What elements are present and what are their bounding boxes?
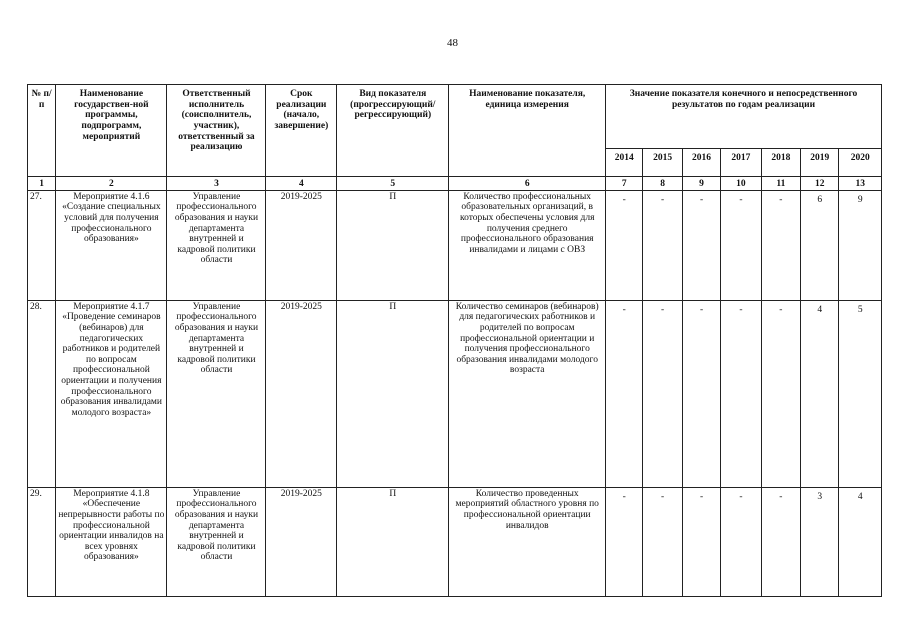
value-2017: - (721, 487, 761, 596)
indicator-name: Количество профессиональных образовательных организаций, в которых обеспечены условия для получения среднего профессионального образования инвалидами и лицами с ОВЗ (449, 190, 606, 300)
event-name: Мероприятие 4.1.7 «Проведение семинаров (вебинаров) для педагогических работников и родителей по вопросам профессиональной ориентации и получения профессионального образования инвалидами молодого возраста» (56, 300, 167, 487)
header-year: 2015 (643, 149, 682, 177)
implementation-term: 2019-2025 (266, 487, 337, 596)
column-number: 7 (606, 177, 643, 191)
row-number: 28. (28, 300, 56, 487)
indicators-table (27, 84, 882, 597)
value-2019: 6 (801, 190, 839, 300)
table-row (28, 487, 882, 596)
header-year: 2018 (761, 149, 800, 177)
header-year: 2017 (721, 149, 761, 177)
header-year: 2020 (839, 149, 882, 177)
value-2018: - (761, 190, 800, 300)
column-number: 9 (682, 177, 720, 191)
header-name: Наименование государствен-ной программы, подпрограмм, мероприятий (56, 85, 167, 177)
event-name: Мероприятие 4.1.8 «Обеспечение непрерывности работы по профессиональной ориентации инвалидов на всех уровнях образования» (56, 487, 167, 596)
row-number: 29. (28, 487, 56, 596)
responsible-executor: Управление профессионального образования и науки департамента внутренней и кадровой политики области (167, 487, 266, 596)
responsible-executor: Управление профессионального образования и науки департамента внутренней и кадровой политики области (167, 190, 266, 300)
table-row (28, 190, 882, 300)
header-indicator-type: Вид показателя (прогрессирующий/ регрессирующий) (337, 85, 449, 177)
column-number: 2 (56, 177, 167, 191)
column-number: 4 (266, 177, 337, 191)
implementation-term: 2019-2025 (266, 190, 337, 300)
column-number: 11 (761, 177, 800, 191)
value-2020: 4 (839, 487, 882, 596)
header-year: 2016 (682, 149, 720, 177)
column-number-row (28, 177, 882, 191)
indicator-type: П (337, 487, 449, 596)
column-number: 13 (839, 177, 882, 191)
value-2015: - (643, 190, 682, 300)
column-number: 5 (337, 177, 449, 191)
column-number: 1 (28, 177, 56, 191)
value-2016: - (682, 190, 720, 300)
header-term: Срок реализации (начало, завершение) (266, 85, 337, 177)
page-number: 48 (447, 37, 458, 49)
value-2017: - (721, 190, 761, 300)
header-values-title: Значение показателя конечного и непосредственного результатов по годам реализации (606, 85, 882, 149)
value-2014: - (606, 190, 643, 300)
value-2015: - (643, 487, 682, 596)
header-num: № п/п (28, 85, 56, 177)
value-2014: - (606, 300, 643, 487)
header-responsible: Ответственный исполнитель (соисполнитель, участник), ответственный за реализацию (167, 85, 266, 177)
value-2016: - (682, 487, 720, 596)
indicator-type: П (337, 190, 449, 300)
responsible-executor: Управление профессионального образования и науки департамента внутренней и кадровой политики области (167, 300, 266, 487)
value-2020: 5 (839, 300, 882, 487)
column-number: 8 (643, 177, 682, 191)
column-number: 12 (801, 177, 839, 191)
row-number: 27. (28, 190, 56, 300)
indicator-name: Количество проведенных мероприятий областного уровня по профессиональной ориентации инвалидов (449, 487, 606, 596)
value-2019: 4 (801, 300, 839, 487)
value-2014: - (606, 487, 643, 596)
value-2016: - (682, 300, 720, 487)
header-year: 2019 (801, 149, 839, 177)
header-indicator-name: Наименование показателя, единица измерения (449, 85, 606, 177)
implementation-term: 2019-2025 (266, 300, 337, 487)
table-row (28, 300, 882, 487)
value-2018: - (761, 300, 800, 487)
value-2017: - (721, 300, 761, 487)
value-2019: 3 (801, 487, 839, 596)
indicator-name: Количество семинаров (вебинаров) для педагогических работников и родителей по вопросам профессиональной ориентации и получения профессионального образования инвалидами молодого возраста (449, 300, 606, 487)
value-2015: - (643, 300, 682, 487)
indicator-type: П (337, 300, 449, 487)
event-name: Мероприятие 4.1.6 «Создание специальных условий для получения профессионального образования» (56, 190, 167, 300)
header-year: 2014 (606, 149, 643, 177)
column-number: 10 (721, 177, 761, 191)
column-number: 3 (167, 177, 266, 191)
column-number: 6 (449, 177, 606, 191)
value-2020: 9 (839, 190, 882, 300)
value-2018: - (761, 487, 800, 596)
